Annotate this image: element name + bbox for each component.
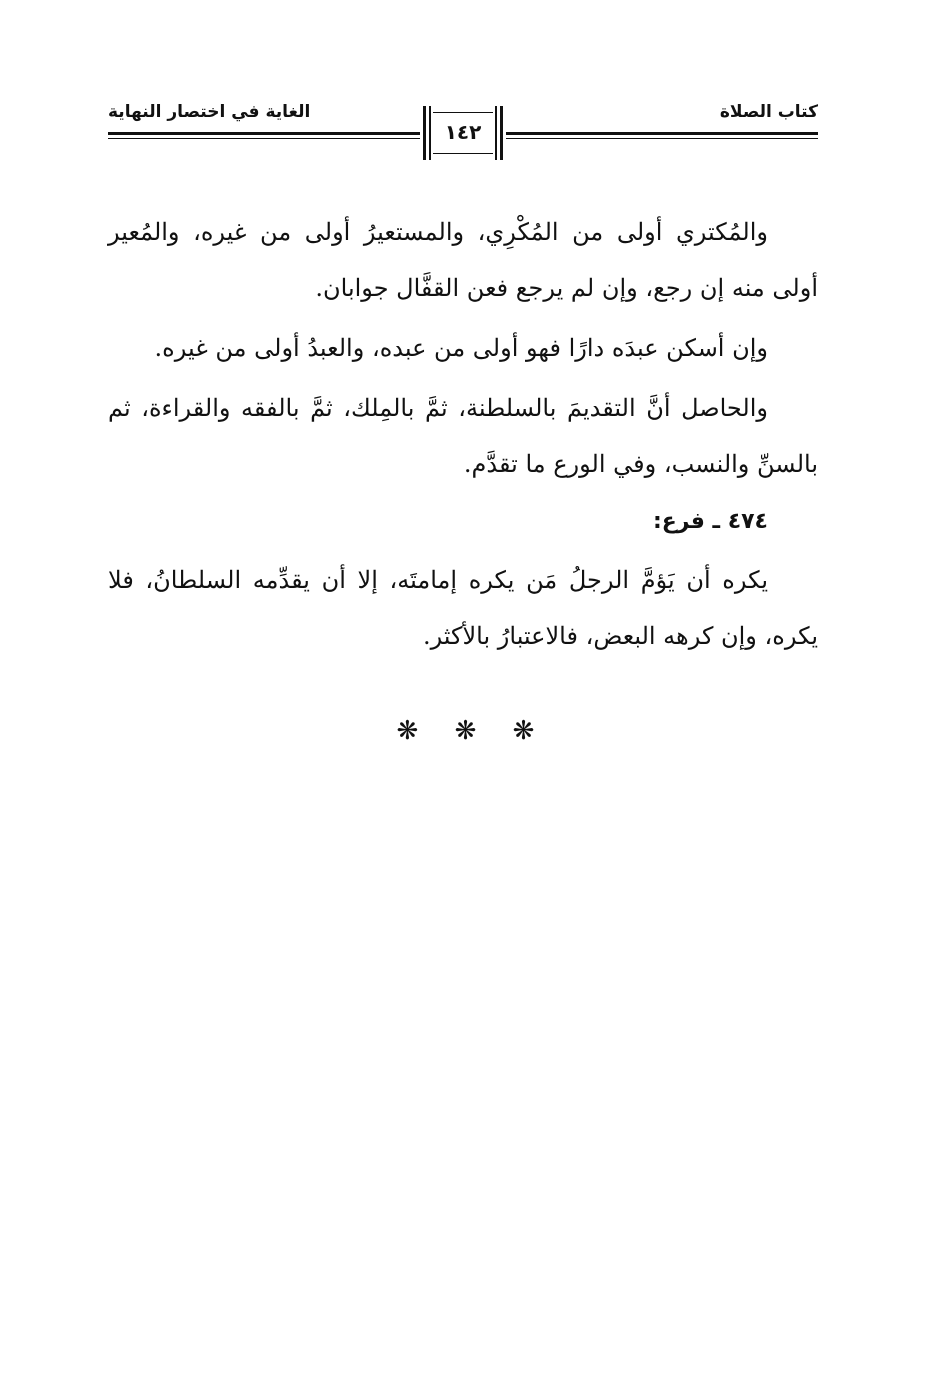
header-rule-left xyxy=(108,132,420,139)
paragraph-summary-precedence: والحاصل أنَّ التقديمَ بالسلطنة، ثمَّ بالمِلك، ثمَّ بالفقه والقراءة، ثم بالسنِّ والنسب، وفي الورع ما تقدَّم. xyxy=(108,394,818,478)
page-number: ١٤٢ xyxy=(444,120,482,144)
page-number-frame xyxy=(423,106,503,160)
paragraph-slave-house: وإن أسكن عبدَه دارًا فهو أولى من عبده، والعبدُ أولى من غيره. xyxy=(154,334,768,362)
section-separator-stars: ❋ ❋ ❋ xyxy=(396,716,549,746)
page-header xyxy=(108,96,818,166)
header-rule-right xyxy=(506,132,818,139)
paragraph-disliked-imam: يكره أن يَؤمَّ الرجلُ مَن يكره إمامتَه، إلا أن يقدِّمه السلطانُ، فلا يكره، وإن كرهه البعض، فالاعتبارُ بالأكثر. xyxy=(108,566,818,650)
section-heading-branch: ٤٧٤ ـ فرع: xyxy=(652,509,768,534)
book-title: الغاية في اختصار النهاية xyxy=(108,102,311,122)
paragraph-tenant-precedence: والمُكتري أولى من المُكْرِي، والمستعيرُ أولى من غيره، والمُعير أولى منه إن رجع، وإن لم يرجع فعن القفَّال جوابان. xyxy=(108,218,818,302)
chapter-title: كتاب الصلاة xyxy=(719,102,818,122)
